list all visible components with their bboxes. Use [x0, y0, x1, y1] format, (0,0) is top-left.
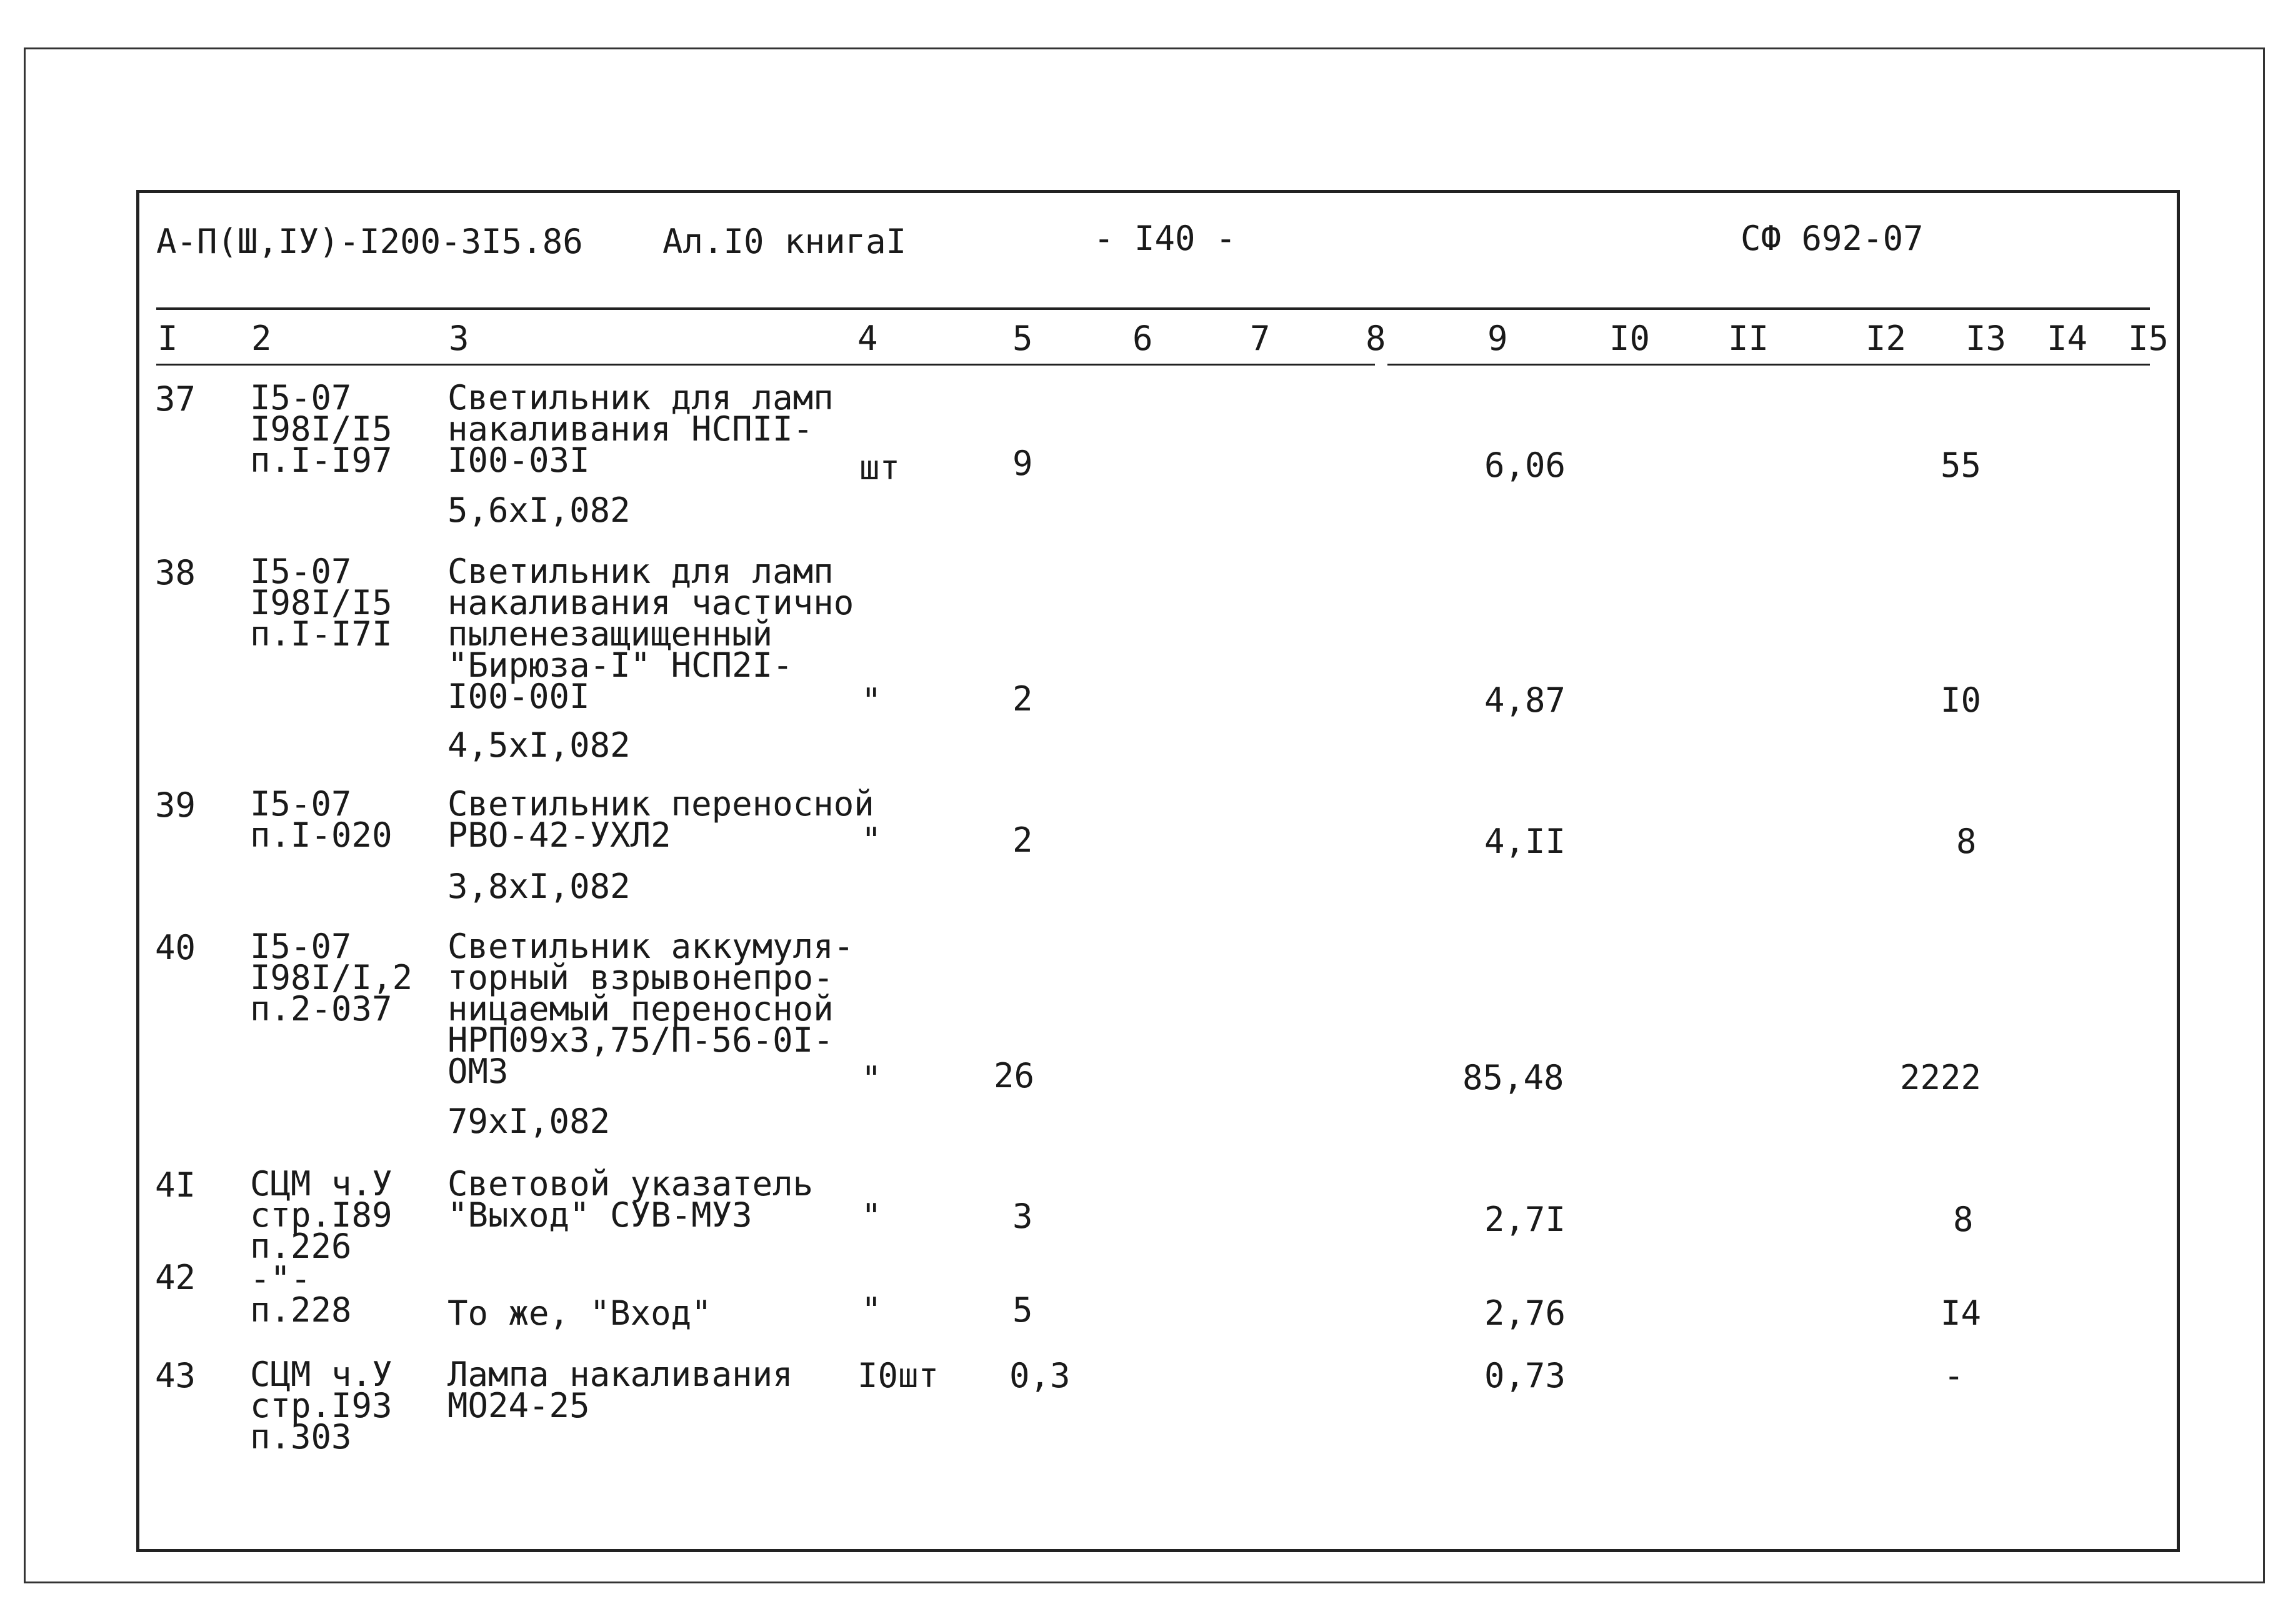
col-12: I2 [1866, 319, 1907, 358]
unit-price: 2,7I [1484, 1200, 1566, 1239]
quantity: 26 [994, 1056, 1035, 1095]
col-3: 3 [449, 319, 469, 358]
col-6: 6 [1132, 319, 1153, 358]
col-11: II [1728, 319, 1769, 358]
doc-code: А-П(Ш,IУ)-I200-3I5.86 [156, 222, 583, 261]
col-1: I [157, 319, 178, 358]
total: I0 [1941, 680, 1982, 720]
item-description: Световой указатель "Выход" СУВ-МУ3 [447, 1164, 814, 1235]
unit-price: 4,II [1484, 822, 1566, 861]
calc-formula: 3,8хI,082 [447, 867, 631, 906]
row-number: 39 [155, 785, 196, 825]
item-description: Светильник для ламп накаливания частично пыленезащищенный "Бирюза-I" НСП2I- I00-00I [447, 552, 854, 716]
total: 2222 [1900, 1058, 1982, 1097]
norm-reference: I5-07 I98I/I,2 п.2-037 [250, 927, 413, 1029]
unit-price: 2,76 [1484, 1293, 1566, 1333]
unit: шт [859, 448, 901, 487]
norm-reference: СЦМ ч.У стр.I89 п.226 [250, 1164, 392, 1266]
norm-reference: I5-07 I98I/I5 п.I-I7I [250, 552, 392, 654]
item-description: Светильник аккумуля- торный взрывонепро- ницаемый переносной НРП09х3,75/П-56-0I- ОМ3 [447, 927, 854, 1091]
unit: I0шт [857, 1356, 939, 1395]
quantity: 0,3 [1009, 1356, 1071, 1395]
col-2: 2 [251, 319, 272, 358]
quantity: 3 [1012, 1197, 1033, 1236]
unit-price: 6,06 [1484, 446, 1566, 485]
sheet-code: СФ 692-07 [1741, 219, 1924, 258]
col-8: 8 [1366, 319, 1386, 358]
row-number: 38 [155, 553, 196, 592]
norm-reference: -"- п.228 [250, 1259, 352, 1330]
column-header-underline-right [1387, 364, 2150, 366]
total: I4 [1941, 1293, 1982, 1333]
norm-reference: I5-07 I98I/I5 п.I-I97 [250, 378, 392, 480]
unit: " [861, 1290, 882, 1330]
calc-formula: 4,5хI,082 [447, 725, 631, 765]
total: 8 [1956, 822, 1977, 861]
col-14: I4 [2047, 319, 2088, 358]
col-4: 4 [857, 319, 878, 358]
unit: " [861, 1059, 882, 1098]
quantity: 5 [1012, 1290, 1033, 1330]
unit-price: 85,48 [1462, 1058, 1564, 1097]
quantity: 2 [1012, 820, 1033, 860]
total: 8 [1953, 1200, 1974, 1239]
header-divider-top [156, 307, 2150, 310]
column-header-underline-left [156, 364, 1375, 366]
item-description: Лампа накаливания МО24-25 [447, 1355, 793, 1425]
item-description: Светильник переносной РВО-42-УХЛ2 [447, 784, 874, 855]
col-13: I3 [1966, 319, 2007, 358]
unit-price: 0,73 [1484, 1356, 1566, 1395]
album-label: Ал.I0 книгаI [662, 222, 907, 261]
quantity: 2 [1012, 679, 1033, 719]
row-number: 40 [155, 928, 196, 967]
col-5: 5 [1012, 319, 1033, 358]
row-number: 43 [155, 1356, 196, 1395]
item-description: Светильник для ламп накаливания НСПII- I00-03I [447, 378, 834, 480]
col-7: 7 [1250, 319, 1271, 358]
unit: " [861, 820, 882, 860]
unit: " [861, 681, 882, 720]
row-number: 37 [155, 379, 196, 419]
unit-price: 4,87 [1484, 680, 1566, 720]
calc-formula: 79хI,082 [447, 1102, 611, 1141]
col-10: I0 [1609, 319, 1651, 358]
total: 55 [1941, 446, 1982, 485]
total: - [1944, 1356, 1964, 1395]
row-number: 42 [155, 1258, 196, 1297]
col-9: 9 [1487, 319, 1508, 358]
norm-reference: I5-07 п.I-020 [250, 784, 392, 855]
sheet-border [136, 190, 2180, 1552]
page-number: - I40 - [1094, 219, 1236, 258]
row-number: 4I [155, 1165, 196, 1205]
norm-reference: СЦМ ч.У стр.I93 п.303 [250, 1355, 392, 1457]
item-description: То же, "Вход" [447, 1293, 712, 1333]
calc-formula: 5,6хI,082 [447, 491, 631, 530]
quantity: 9 [1012, 444, 1033, 483]
col-15: I5 [2128, 319, 2169, 358]
unit: " [861, 1197, 882, 1236]
